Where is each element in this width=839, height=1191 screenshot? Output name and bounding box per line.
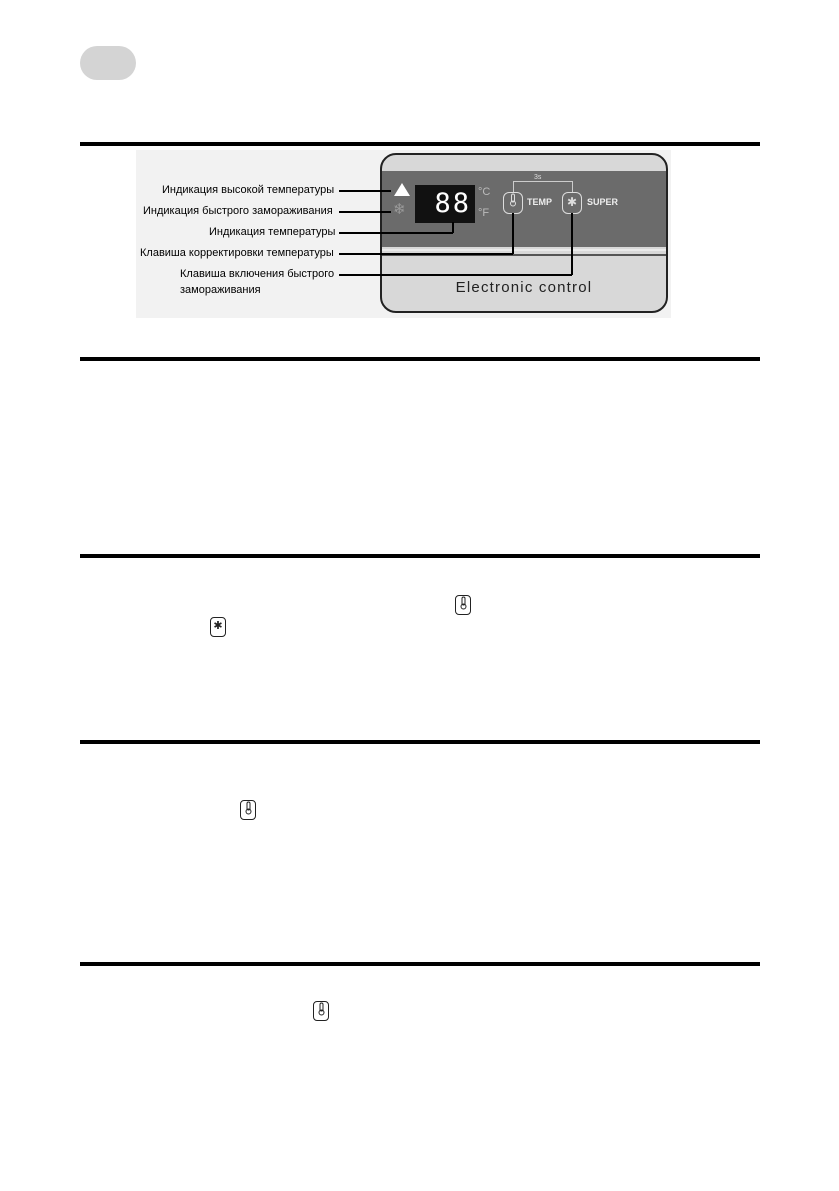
leader-temp-display-h <box>339 232 453 234</box>
snowflake-icon: ✱ <box>566 195 578 209</box>
thermometer-icon <box>459 596 468 610</box>
panel-divider <box>382 249 666 251</box>
leader-fast-freeze <box>339 211 391 213</box>
celsius-unit: °C <box>478 186 491 198</box>
section-rule-4 <box>80 740 760 744</box>
label-fast-freeze: Индикация быстрого замораживания <box>143 205 333 217</box>
super-button-label: SUPER <box>587 197 619 207</box>
label-super-key-2: замораживания <box>180 284 261 296</box>
temperature-display: 88 <box>415 185 475 223</box>
temp-button[interactable] <box>503 192 523 214</box>
leader-temp-key-h <box>339 253 513 255</box>
label-super-key-1: Клавиша включения быстрого <box>180 268 335 280</box>
thermometer-icon <box>317 1002 326 1016</box>
leader-temp-display-v <box>452 222 454 233</box>
section-rule-2 <box>80 357 760 361</box>
temp-button-label: TEMP <box>527 197 553 207</box>
warning-icon <box>394 183 410 196</box>
leader-super-key-v <box>571 213 573 275</box>
inline-snowflake-icon: ✱ <box>210 617 226 637</box>
inline-thermometer-icon <box>455 595 471 615</box>
label-temp-display: Индикация температуры <box>209 226 336 238</box>
snowflake-icon: ❄ <box>393 201 406 218</box>
button-group-bracket <box>513 181 573 192</box>
fahrenheit-unit: °F <box>478 207 490 219</box>
label-high-temp: Индикация высокой температуры <box>162 184 335 196</box>
super-button[interactable] <box>562 192 582 214</box>
hold-hint: 3s <box>534 174 542 181</box>
section-rule-5 <box>80 962 760 966</box>
section-rule-3 <box>80 554 760 558</box>
panel-brand-label: Electronic control <box>455 279 593 296</box>
page-number-badge <box>80 46 136 80</box>
thermometer-icon <box>244 801 253 815</box>
thermometer-icon <box>508 193 518 207</box>
leader-super-key-h <box>339 274 572 276</box>
label-temp-key: Клавиша корректировки температуры <box>140 247 334 259</box>
leader-temp-key-v <box>512 213 514 254</box>
inline-thermometer-icon <box>313 1001 329 1021</box>
inline-thermometer-icon <box>240 800 256 820</box>
section-rule-1 <box>80 142 760 146</box>
leader-high-temp <box>339 190 391 192</box>
